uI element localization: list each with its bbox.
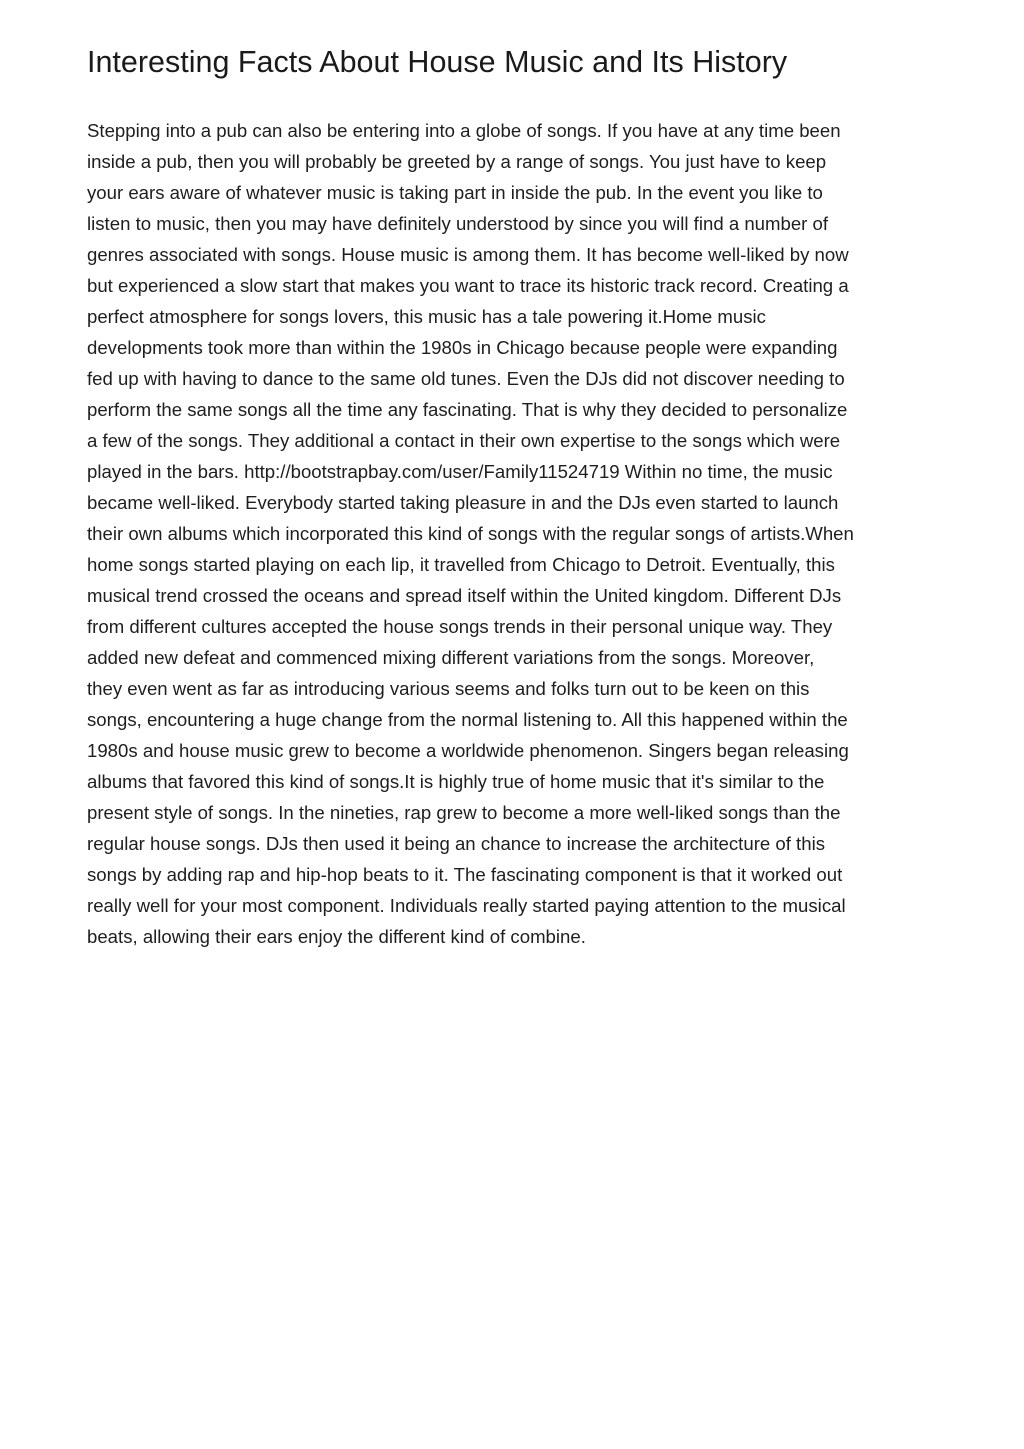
text-line: perform the same songs all the time any fascinating. That is why they decided to personalize xyxy=(87,399,848,420)
page-title: Interesting Facts About House Music and Its History xyxy=(87,45,788,79)
text-line: regular house songs. DJs then used it being an chance to increase the architecture of this xyxy=(87,833,825,854)
text-line: developments took more than within the 1980s in Chicago because people were expanding xyxy=(87,337,838,358)
text-line: musical trend crossed the oceans and spread itself within the United kingdom. Different DJs xyxy=(87,585,842,606)
text-line: really well for your most component. Individuals really started paying attention to the musical xyxy=(87,895,846,916)
text-line: played in the bars. http://bootstrapbay.com/user/Family11524719 Within no time, the music xyxy=(87,461,833,482)
text-line: added new defeat and commenced mixing different variations from the songs. Moreover, xyxy=(87,647,815,668)
text-line: present style of songs. In the nineties, rap grew to become a more well-liked songs than the xyxy=(87,802,841,823)
text-line: perfect atmosphere for songs lovers, this music has a tale powering it.Home music xyxy=(87,306,766,327)
text-line: they even went as far as introducing various seems and folks turn out to be keen on this xyxy=(87,678,810,699)
text-line: their own albums which incorporated this kind of songs with the regular songs of artists.When xyxy=(87,523,854,544)
text-line: beats, allowing their ears enjoy the different kind of combine. xyxy=(87,926,586,947)
text-line: songs by adding rap and hip-hop beats to it. The fascinating component is that it worked out xyxy=(87,864,843,885)
text-line: albums that favored this kind of songs.It is highly true of home music that it's similar to the xyxy=(87,771,825,792)
text-line: Stepping into a pub can also be entering into a globe of songs. If you have at any time been xyxy=(87,120,841,141)
text-line: inside a pub, then you will probably be greeted by a range of songs. You just have to keep xyxy=(87,151,827,172)
text-line: but experienced a slow start that makes you want to trace its historic track record. Creating a xyxy=(87,275,849,296)
text-line: 1980s and house music grew to become a worldwide phenomenon. Singers began releasing xyxy=(87,740,849,761)
text-line: your ears aware of whatever music is taking part in inside the pub. In the event you like to xyxy=(87,182,823,203)
text-line: a few of the songs. They additional a contact in their own expertise to the songs which were xyxy=(87,430,841,451)
text-line: became well-liked. Everybody started taking pleasure in and the DJs even started to launch xyxy=(87,492,839,513)
article-body xyxy=(87,115,947,952)
text-line: fed up with having to dance to the same old tunes. Even the DJs did not discover needing to xyxy=(87,368,845,389)
text-line: from different cultures accepted the house songs trends in their personal unique way. They xyxy=(87,616,833,637)
text-line: songs, encountering a huge change from the normal listening to. All this happened within the xyxy=(87,709,848,730)
text-line: listen to music, then you may have definitely understood by since you will find a number of xyxy=(87,213,829,234)
text-line: home songs started playing on each lip, it travelled from Chicago to Detroit. Eventually, this xyxy=(87,554,835,575)
text-line: genres associated with songs. House music is among them. It has become well-liked by now xyxy=(87,244,849,265)
